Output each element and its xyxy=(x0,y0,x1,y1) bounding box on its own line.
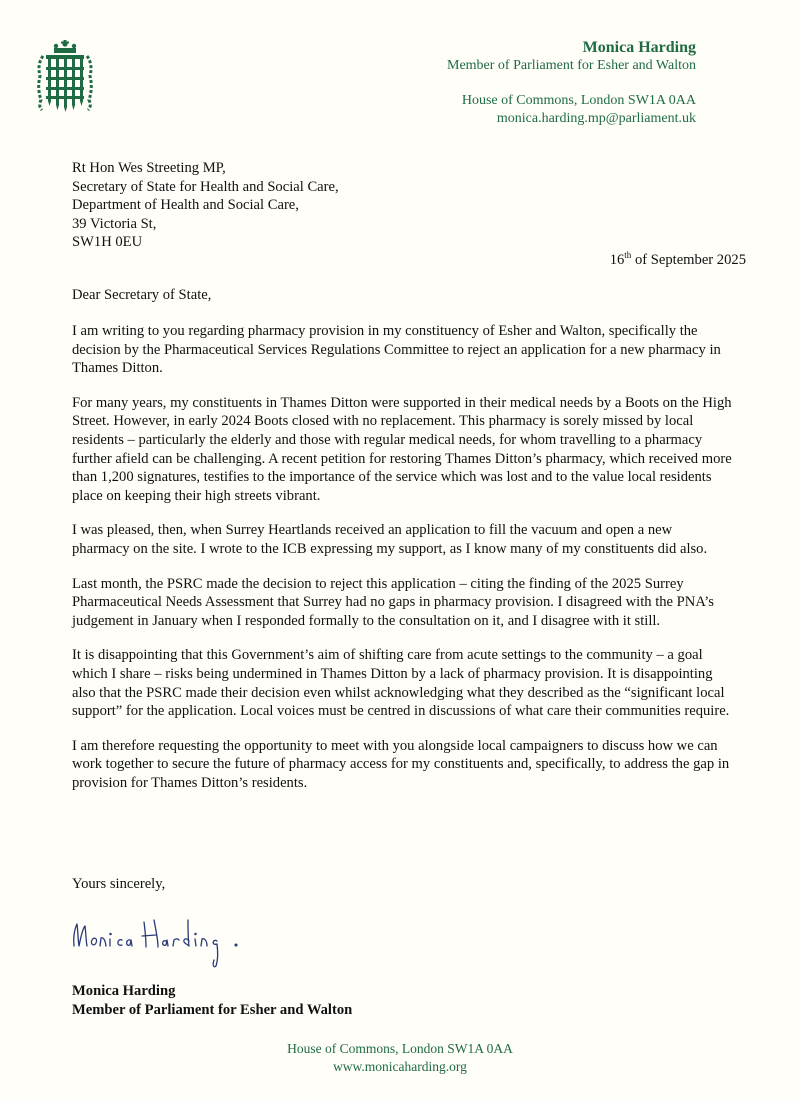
recipient-address xyxy=(72,159,339,252)
portcullis-icon xyxy=(34,40,96,112)
signoff-block xyxy=(72,982,352,1019)
letter-date xyxy=(610,250,746,269)
body-paragraph: I am therefore requesting the opportunity to meet with you alongside local campaigners to discuss how we can work together to secure the future of pharmacy access for my constituents and, specifically, to address the gap in provision for Thames Ditton’s residents. xyxy=(72,737,730,791)
recipient-line: SW1H 0EU xyxy=(72,234,143,250)
body-paragraph: For many years, my constituents in Thames Ditton were supported in their medical needs by a Boots on the High Street. However, in early 2024 Boots closed with no replacement. This pharmacy is sorely missed by local residents – particularly the elderly and those with regular medical needs, for whom travelling to a pharmacy further afield can be challenging. A recent petition for restoring Thames Ditton’s pharmacy, which received more than 1,200 signatures, testifies to the importance of the service which was lost and to the value local residents place on keeping their high streets vibrant. xyxy=(72,394,732,504)
body-paragraph: I was pleased, then, when Surrey Heartlands received an application to fill the vacuum and open a new pharmacy on the site. I wrote to the ICB expressing my support, as I know many of my constituents did also. xyxy=(72,522,708,557)
footer-website[interactable]: www.monicaharding.org xyxy=(333,1059,467,1074)
sender-role: Member of Parliament for Esher and Walton xyxy=(447,58,696,73)
sender-email: monica.harding.mp@parliament.uk xyxy=(496,111,696,126)
signoff-name: Monica Harding xyxy=(72,983,176,999)
salutation: Dear Secretary of State, xyxy=(72,287,212,303)
recipient-line: Secretary of State for Health and Social Care, xyxy=(72,178,339,195)
body-paragraph: It is disappointing that this Government’s aim of shifting care from acute settings to the community – a goal which I share – risks being undermined in Thames Ditton by a lack of pharmacy provision. It is disappointing also that the PSRC made their decision even whilst acknowledging what they described as the “significant local support” for the application. Local voices must be centred in discussions of what care their communities require. xyxy=(72,647,730,720)
recipient-line: Department of Health and Social Care, xyxy=(72,197,299,213)
recipient-line: Rt Hon Wes Streeting MP, xyxy=(72,160,226,176)
date-rest: of September 2025 xyxy=(631,252,746,268)
recipient-line: 39 Victoria St, xyxy=(72,215,157,232)
date-day: 16 xyxy=(609,252,625,268)
body-paragraph: Last month, the PSRC made the decision to reject this application – citing the finding of the 2025 Surrey Pharmaceutical Needs Assessment that Surrey had no gaps in pharmacy provision. I disagreed with the PNA’s judgement in January when I responded formally to the consultation on it, and I disagree with it still. xyxy=(72,575,714,629)
signoff-role: Member of Parliament for Esher and Walton xyxy=(72,1001,353,1018)
handwritten-signature xyxy=(70,910,260,972)
letter-body xyxy=(72,322,732,808)
sender-name: Monica Harding xyxy=(582,39,696,56)
sender-header xyxy=(447,38,696,128)
date-suffix: th xyxy=(624,250,632,260)
sender-address: House of Commons, London SW1A 0AA xyxy=(461,93,696,108)
letter-footer xyxy=(0,1040,800,1076)
body-paragraph: I am writing to you regarding pharmacy provision in my constituency of Esher and Walton, specifically the decision by the Pharmaceutical Services Regulations Committee to reject an application for a new pharmacy in Thames Ditton. xyxy=(72,323,721,377)
closing: Yours sincerely, xyxy=(72,876,166,892)
footer-address: House of Commons, London SW1A 0AA xyxy=(287,1041,513,1056)
